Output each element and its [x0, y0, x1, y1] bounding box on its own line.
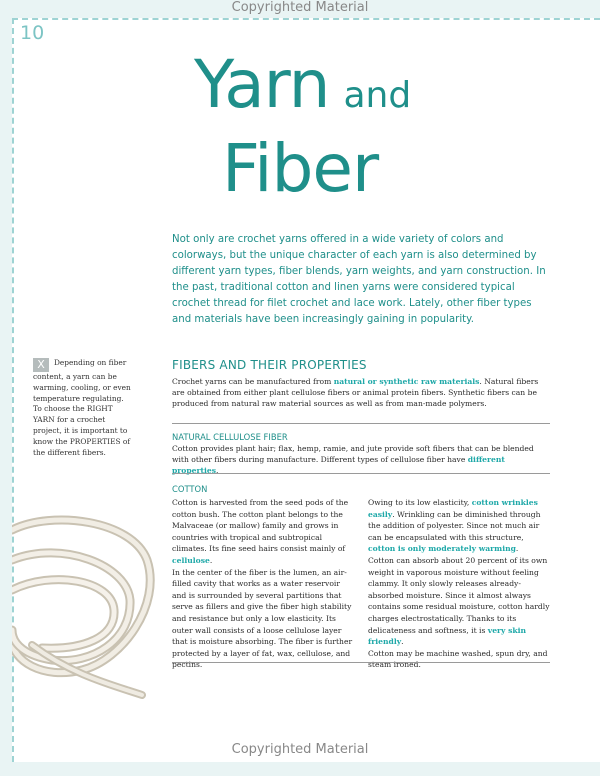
- highlight-natural-synthetic: natural or synthetic raw materials: [333, 377, 480, 386]
- cotton-right-text-c: .: [515, 544, 519, 554]
- cotton-right-text-a: Owing to its low elasticity,: [368, 498, 472, 507]
- sidenote: [33, 358, 133, 458]
- cotton-right-column: [368, 497, 550, 671]
- cotton-right-text-b: . Wrinkling can be diminished through the addition of polyester. Since not much air can be encapsulated with this structure,: [368, 509, 541, 542]
- title-word-fiber: Fiber: [222, 130, 379, 207]
- highlight-cellulose: cellulose: [172, 555, 210, 565]
- cotton-right-text-d: Cotton can absorb about 20 percent of its own weight in vaporous moisture without feeling clammy. It only slowly releases already-absorbed moisture. Since it almost always contains some residual moisture, cotton hardly charges electrostatically. Thanks to its delicateness and softness, it is: [368, 555, 550, 635]
- title-line-1: [194, 46, 412, 123]
- highlight-moderately-warming: cotton is only moderately warming: [368, 544, 516, 554]
- fibers-text-b: . Natural fibers are obtained from either plant cellulose fibers or animal protein fibers. Synthetic fibers can be produced from natural raw material sources as well as from man-made polymers.: [172, 377, 539, 408]
- cotton-right-text-e: .: [401, 637, 404, 647]
- cotton-left-paragraph-2: In the center of the fiber is the lumen, an air-filled cavity that works as a water reservoir and is surrounded by several partitions that serve as fillers and give the fiber high stability and resistance but only a low elasticity. Its outer wall consists of a loose cellulose layer that is moisture absorbing. The fiber is further protected by a layer of fat, wax, cellulose, and pectins.: [172, 567, 353, 670]
- cotton-right-paragraph-3: Cotton may be machine washed, spun dry, and steam ironed.: [368, 648, 548, 670]
- heading-cotton: COTTON: [172, 484, 208, 494]
- fibers-paragraph: [172, 376, 552, 409]
- section-heading-fibers: FIBERS AND THEIR PROPERTIES: [172, 358, 367, 372]
- cellulose-paragraph: [172, 443, 552, 476]
- cotton-left-column: [172, 497, 354, 671]
- highlight-skin-friendly: very skin friendly: [368, 625, 527, 647]
- cotton-left-text-a: Cotton is harvested from the seed pods of the cotton bush. The cotton plant belongs to the Malvaceae (or mallow) family and grows in countries with tropical and subtropical climates. Its fine seed hairs consist mainly of: [172, 498, 349, 554]
- highlight-different-properties: different properties: [172, 455, 505, 475]
- watermark-top: Copyrighted Material: [231, 0, 369, 15]
- cotton-left-paragraph-1: [172, 497, 354, 567]
- sidenote-text: Depending on fiber content, a yarn can be warming, cooling, or even temperature regulating. To choose the RIGHT YARN for a crochet project, it is important to know the PROPERTIES of the different fibers.: [33, 358, 131, 457]
- cotton-left-text-b: .: [209, 555, 213, 565]
- cellulose-text-b: .: [216, 466, 219, 475]
- title-word-and: and: [343, 75, 412, 116]
- page-number: 10: [20, 22, 45, 44]
- cellulose-text-a: Cotton provides plant hair; flax, hemp, ramie, and jute provide soft fibers that can be blended with other fibers during manufacture. Different types of cellulose fiber have: [172, 444, 534, 464]
- cotton-right-paragraph-2: [368, 555, 550, 648]
- watermark-bottom: Copyrighted Material: [231, 742, 369, 757]
- x-icon: X: [33, 358, 49, 372]
- divider-1: [172, 423, 550, 424]
- cotton-right-paragraph-1: [368, 497, 550, 555]
- yarn-coil-image: [12, 470, 162, 710]
- fibers-text-a: Crochet yarns can be manufactured from: [172, 377, 334, 386]
- divider-2: [172, 473, 550, 474]
- intro-paragraph: Not only are crochet yarns offered in a wide variety of colors and colorways, but the unique character of each yarn is also determined by different yarn types, fiber blends, yarn weights, and yarn construction. In the past, traditional cotton and linen yarns were considered typical crochet thread for filet crochet and lace work. Lately, other fiber types and materials have been increasingly gaining in popularity.: [172, 234, 546, 325]
- divider-3: [172, 662, 550, 663]
- title-word-yarn: Yarn: [194, 46, 330, 123]
- heading-natural-cellulose: NATURAL CELLULOSE FIBER: [172, 432, 288, 442]
- highlight-wrinkles: cotton wrinkles easily: [368, 498, 538, 519]
